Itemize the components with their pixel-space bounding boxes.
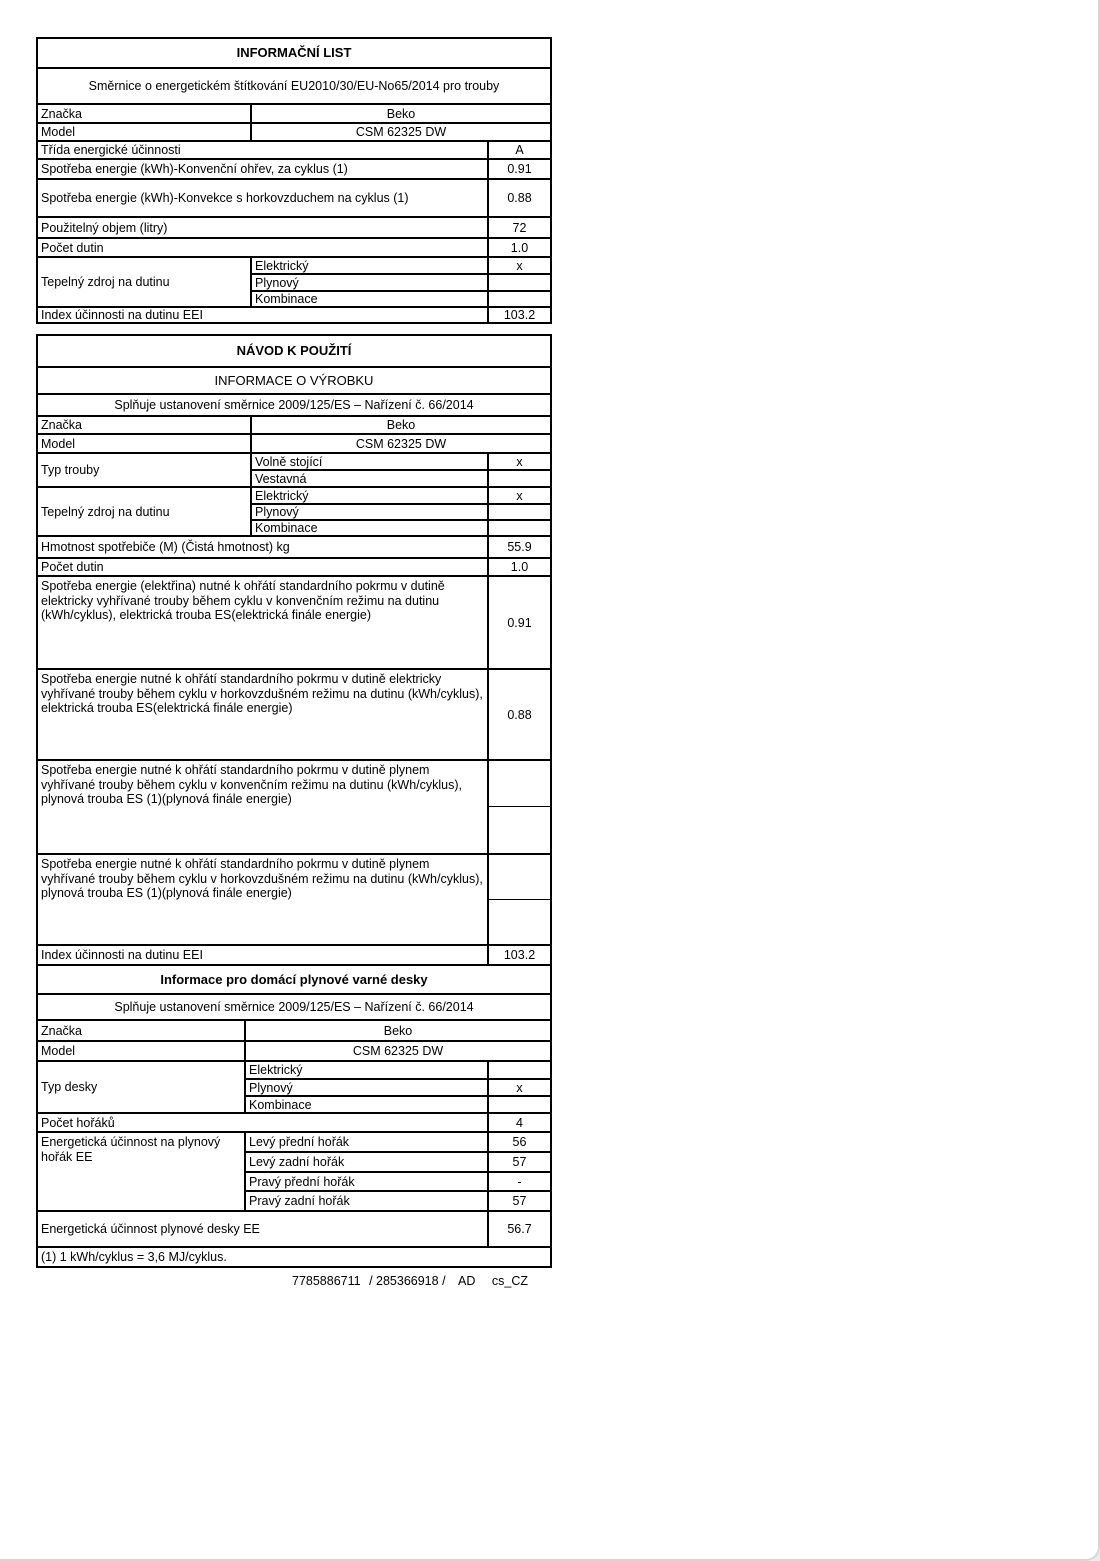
- energy-class-value: A: [487, 140, 550, 158]
- eei-value: 103.2: [487, 944, 550, 964]
- hob-type-value: x: [487, 1078, 550, 1095]
- oven-type-value: [487, 469, 550, 486]
- oven-type-label: Typ trouby: [38, 452, 250, 486]
- burner-ee-label: Energetická účinnost na plynový hořák EE: [38, 1131, 244, 1210]
- volume-label: Použitelný objem (litry): [38, 216, 487, 237]
- manual-title: NÁVOD K POUŽITÍ: [236, 343, 352, 358]
- heat-option-value: [487, 503, 550, 519]
- heat-option-value: x: [487, 256, 550, 273]
- burners-value: 4: [487, 1112, 550, 1131]
- brand-label: Značka: [38, 103, 250, 122]
- eei-label: Index účinnosti na dutinu EEI: [38, 944, 487, 964]
- eei-value: 103.2: [487, 306, 550, 322]
- energy-class-label: Třída energické účinnosti: [38, 140, 487, 158]
- cavities-label: Počet dutin: [38, 237, 487, 256]
- model-value: CSM 62325 DW: [244, 1040, 550, 1060]
- burner-name: Pravý přední hořák: [244, 1171, 487, 1190]
- heat-option-value: [487, 290, 550, 306]
- heat-option-name: Plynový: [250, 503, 487, 519]
- document-locale: cs_CZ: [491, 1274, 529, 1288]
- heat-source-label: Tepelný zdroj na dutinu: [38, 256, 250, 306]
- oven-type-name: Volně stojící: [250, 452, 487, 469]
- burner-name: Pravý zadní hořák: [244, 1190, 487, 1210]
- energy-gas-fan-value: [487, 899, 550, 944]
- document-code-1: 7785886711: [292, 1274, 361, 1288]
- document-code-3: AD: [458, 1274, 476, 1288]
- volume-value: 72: [487, 216, 550, 237]
- burners-label: Počet hořáků: [38, 1112, 487, 1131]
- info-list-title: INFORMAČNÍ LIST: [236, 45, 352, 60]
- burner-ee-value: 56: [487, 1131, 550, 1151]
- hob-type-value: [487, 1060, 550, 1078]
- model-label: Model: [38, 433, 250, 452]
- burner-name: Levý přední hořák: [244, 1131, 487, 1151]
- mass-label: Hmotnost spotřebiče (M) (Čistá hmotnost) kg: [38, 535, 487, 557]
- heat-option-name: Kombinace: [250, 290, 487, 306]
- hob-type-name: Plynový: [244, 1078, 487, 1095]
- conventional-energy-label: Spotřeba energie (kWh)-Konvenční ohřev, za cyklus (1): [38, 158, 487, 178]
- hob-type-name: Kombinace: [244, 1095, 487, 1112]
- hob-type-value: [487, 1095, 550, 1112]
- brand-value: Beko: [250, 415, 550, 433]
- model-value: CSM 62325 DW: [250, 433, 550, 452]
- energy-electric-conventional-value: 0.91: [487, 575, 550, 668]
- burner-ee-value: 57: [487, 1190, 550, 1210]
- mass-value: 55.9: [487, 535, 550, 557]
- heat-option-name: Elektrický: [250, 486, 487, 503]
- burner-name: Levý zadní hořák: [244, 1151, 487, 1171]
- energy-electric-conventional-label: Spotřeba energie (elektřina) nutné k ohřátí standardního pokrmu v dutině elektricky vyhřívané trouby během cyklu v konvenčním režimu na dutinu (kWh/cyklus), elektrická trouba ES(elektrická finále energie): [38, 575, 487, 668]
- hob-ee-label: Energetická účinnost plynové desky EE: [38, 1210, 487, 1246]
- model-value: CSM 62325 DW: [250, 122, 550, 140]
- heat-option-value: [487, 273, 550, 290]
- brand-value: Beko: [250, 103, 550, 122]
- brand-label: Značka: [38, 1019, 244, 1040]
- hob-ee-value: 56.7: [487, 1210, 550, 1246]
- energy-gas-fan-label: Spotřeba energie nutné k ohřátí standardního pokrmu v dutině plynem vyhřívané trouby během cyklu v horkovzdušném režimu na dutinu (kWh/cyklus), plynová trouba ES (1)(plynová finále energie): [38, 853, 487, 944]
- manual-subtitle: INFORMACE O VÝROBKU: [38, 366, 550, 393]
- oven-type-value: x: [487, 452, 550, 469]
- info-list-directive: Směrnice o energetickém štítkování EU2010/30/EU-No65/2014 pro trouby: [38, 67, 550, 103]
- document-code: [292, 1274, 528, 1288]
- fan-energy-value: 0.88: [487, 178, 550, 216]
- heat-option-value: x: [487, 486, 550, 503]
- brand-label: Značka: [38, 415, 250, 433]
- hob-directive: Splňuje ustanovení směrnice 2009/125/ES – Nařízení č. 66/2014: [38, 993, 550, 1019]
- manual-table: [36, 334, 552, 1268]
- cavities-value: 1.0: [487, 237, 550, 256]
- heat-option-name: Kombinace: [250, 519, 487, 535]
- heat-option-name: Plynový: [250, 273, 487, 290]
- conventional-energy-value: 0.91: [487, 158, 550, 178]
- brand-value: Beko: [244, 1019, 550, 1040]
- energy-electric-fan-label: Spotřeba energie nutné k ohřátí standardního pokrmu v dutině elektricky vyhřívané trouby během cyklu v horkovzdušném režimu na dutinu (kWh/cyklus), elektrická trouba ES(elektrická finále energie): [38, 668, 487, 759]
- energy-gas-fan-value: [487, 853, 550, 899]
- hob-type-label: Typ desky: [38, 1060, 244, 1112]
- energy-gas-conventional-value: [487, 806, 550, 853]
- burner-ee-value: 57: [487, 1151, 550, 1171]
- energy-electric-fan-value: 0.88: [487, 668, 550, 759]
- manual-directive: Splňuje ustanovení směrnice 2009/125/ES – Nařízení č. 66/2014: [38, 393, 550, 415]
- hob-type-name: Elektrický: [244, 1060, 487, 1078]
- cavities-value: 1.0: [487, 557, 550, 575]
- heat-option-name: Elektrický: [250, 256, 487, 273]
- oven-type-name: Vestavná: [250, 469, 487, 486]
- burner-ee-value: -: [487, 1171, 550, 1190]
- cavities-label: Počet dutin: [38, 557, 487, 575]
- eei-label: Index účinnosti na dutinu EEI: [38, 306, 487, 322]
- model-label: Model: [38, 122, 250, 140]
- energy-gas-conventional-label: Spotřeba energie nutné k ohřátí standardního pokrmu v dutině plynem vyhřívané trouby během cyklu v konvenčním režimu na dutinu (kWh/cyklus), plynová trouba ES (1)(plynová finále energie): [38, 759, 487, 853]
- info-list-table: [36, 37, 552, 324]
- energy-gas-conventional-value: [487, 759, 550, 806]
- hob-title: Informace pro domácí plynové varné desky: [38, 964, 550, 993]
- model-label: Model: [38, 1040, 244, 1060]
- heat-source-label: Tepelný zdroj na dutinu: [38, 486, 250, 535]
- footnote: (1) 1 kWh/cyklus = 3,6 MJ/cyklus.: [38, 1246, 550, 1266]
- heat-option-value: [487, 519, 550, 535]
- fan-energy-label: Spotřeba energie (kWh)-Konvekce s horkovzduchem na cyklus (1): [38, 178, 487, 216]
- document-code-2: / 285366918 /: [369, 1274, 446, 1288]
